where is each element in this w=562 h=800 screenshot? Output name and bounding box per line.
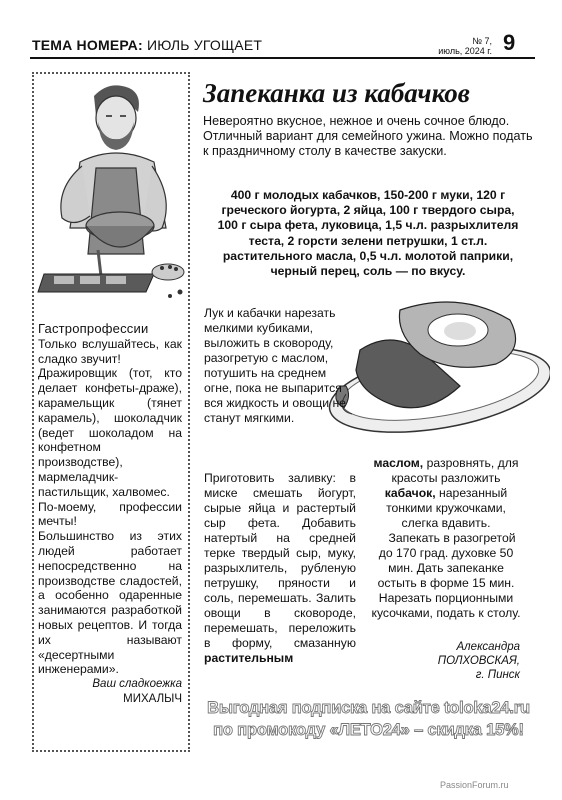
chef-illustration <box>34 78 188 308</box>
author-last-name: ПОЛХОВСКАЯ, <box>437 655 520 667</box>
sidebar-article <box>38 322 182 707</box>
promo-line-1: Выгодная подписка на сайте toloka24.ru <box>207 699 530 717</box>
recipe-step-3 <box>370 456 522 531</box>
recipe-step-2 <box>204 471 356 666</box>
author-city: г. Пинск <box>475 669 520 681</box>
subscription-promo <box>206 697 531 757</box>
recipe-ingredients: 400 г молодых кабачков, 150-200 г муки, 120 г греческого йогурта, 2 яйца, 100 г твердого сыра, 100 г сыра фета, луковица, 1,5 ч.л. разрыхлителя теста, 2 горсти зелени петрушки, 1 ст.л. растительного масла, 0,5 ч.л. молотой паприки, черный перец, соль — по вкусу. <box>217 188 519 279</box>
sidebar-signature-line: Ваш сладкоежка <box>92 678 182 691</box>
recipe-step-2-bold: растительным <box>204 651 294 665</box>
promo-line-2: по промокоду «ЛЕТО24» – скидка 15%! <box>213 721 524 739</box>
sidebar-paragraph: По-моему, профессии мечты! <box>38 499 182 529</box>
section-topic: ИЮЛЬ УГОЩАЕТ <box>146 37 263 53</box>
watermark: PassionForum.ru <box>440 780 509 790</box>
sidebar-title: Гастропрофессии <box>38 321 149 336</box>
issue-info <box>432 36 492 56</box>
recipe-step-4: Запекать в разогретой до 170 град. духовке 50 мин. Дать запеканке остыть в форме 15 мин. Нарезать порционными кусочками, подать к столу. <box>371 531 521 620</box>
author-first-name: Александра <box>456 641 520 653</box>
issue-date: июль, 2024 г. <box>438 46 492 56</box>
sidebar-signature-name: МИХАЛЫЧ <box>123 692 182 705</box>
recipe-step-3-bold-start: маслом, <box>373 456 424 470</box>
section-label: ТЕМА НОМЕРА: <box>32 37 143 53</box>
section-header <box>32 37 262 53</box>
issue-number: № 7, <box>472 36 492 46</box>
recipe-step-3-bold-mid: кабачок, <box>384 486 436 500</box>
recipe-title: Запеканка из кабачков <box>203 78 470 108</box>
recipe-intro: Невероятно вкусное, нежное и очень сочное блюдо. Отличный вариант для семейного ужина. Можно подать к праздничному столу в качестве закуски. <box>203 114 533 159</box>
sidebar-paragraph: Большинство из этих людей работает непосредственно на производстве сладостей, а особенно одаренные занимаются разработкой новых рецептов. И тогда их называют «десертными инженерами». <box>38 529 182 677</box>
recipe-step-3a: разровнять, для красоты разложить <box>391 456 519 485</box>
sidebar-paragraph: Только вслушайтесь, как сладко звучит! <box>38 336 182 366</box>
recipe-step-2-text: Приготовить заливку: в миске смешать йогурт, сырые яйца и растертый сыр фета. Добавить натертый на средней терке твердый сыр, муку, разрыхлитель, рубленую петрушку, пряности и соль, перемешать. Залить овощи в сковороде, перемешать, переложить в форму, смазанную <box>204 471 356 650</box>
recipe-step-3b: нарезанный тонкими кружочками, слегка вдавить. <box>386 486 508 530</box>
sidebar-paragraph: Дражировщик (тот, кто делает конфеты-драже), карамельщик (тянет карамель), шоколадчик (ведет шоколадом на конфетном производстве), мармеладчик-пастильщик, халвомес. <box>38 366 182 499</box>
recipe-author <box>370 640 520 682</box>
recipe-column-2 <box>370 456 522 621</box>
header-divider <box>30 57 535 59</box>
recipe-step-1: Лук и кабачки нарезать мелкими кубиками, выложить в сковороду, разогретую с маслом, потушить на среднем огне, пока не выпарится вся жидкость и овощи не станут мягкими. <box>204 306 346 425</box>
page-number: 9 <box>503 30 516 55</box>
chef-drawing <box>34 78 188 308</box>
